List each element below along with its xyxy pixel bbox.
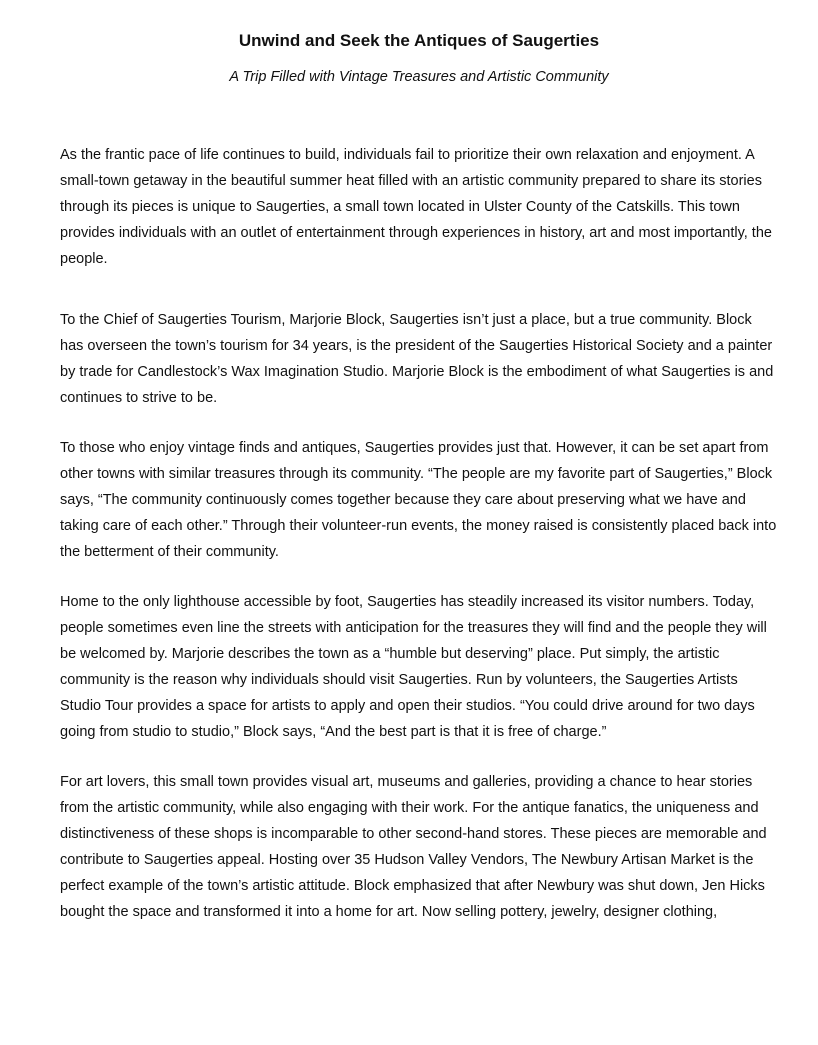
paragraph-intro: As the frantic pace of life continues to build, individuals fail to prioritize their own relaxation and enjoyment. A small-town getaway in the beautiful summer heat filled with an artistic community prepared to share its stories through its pieces is unique to Saugerties, a small town located in Ulster County of the Catskills. This town provides individuals with an outlet of entertainment through experiences in history, art and most importantly, the people.: [60, 147, 772, 267]
paragraph-lighthouse-studio-tour: Home to the only lighthouse accessible by foot, Saugerties has steadily increased its visitor numbers. Today, people sometimes even line the streets with anticipation for the treasures they will find and the people they will be welcomed by. Marjorie describes the town as a “humble but deserving” place. Put simply, the artistic community is the reason why individuals should visit Saugerties. Run by volunteers, the Saugerties Artists Studio Tour provides a space for artists to apply and open their studios. “You could drive around for two days going from studio to studio,” Block says, “And the best part is that it is free of charge.”: [60, 594, 767, 740]
document-subtitle: A Trip Filled with Vintage Treasures and Artistic Community: [229, 69, 609, 85]
paragraph-vintage-community: To those who enjoy vintage finds and antiques, Saugerties provides just that. However, it can be set apart from other towns with similar treasures through its community. “The people are my favorite part of Saugerties,” Block says, “The community continuously comes together because they care about preserving what we have and taking care of each other.” Through their volunteer-run events, the money raised is consistently placed back into the betterment of their community.: [60, 440, 777, 560]
paragraph-art-lovers-market: For art lovers, this small town provides visual art, museums and galleries, providing a chance to hear stories from the artistic community, while also engaging with their work. For the antique fanatics, the uniqueness and distinctiveness of these shops is incomparable to other second-hand stores. These pieces are memorable and contribute to Saugerties appeal. Hosting over 35 Hudson Valley Vendors, The Newbury Artisan Market is the perfect example of the town’s artistic attitude. Block emphasized that after Newbury was shut down, Jen Hicks bought the space and transformed it into a home for art. Now selling pottery, jewelry, designer clothing,: [60, 774, 767, 920]
document-title: Unwind and Seek the Antiques of Saugerties: [238, 31, 600, 50]
paragraph-marjorie-block: To the Chief of Saugerties Tourism, Marjorie Block, Saugerties isn’t just a place, but a true community. Block has overseen the town’s tourism for 34 years, is the president of the Saugerties Historical Society and a painter by trade for Candlestock’s Wax Imagination Studio. Marjorie Block is the embodiment of what Saugerties is and continues to strive to be.: [60, 312, 774, 406]
